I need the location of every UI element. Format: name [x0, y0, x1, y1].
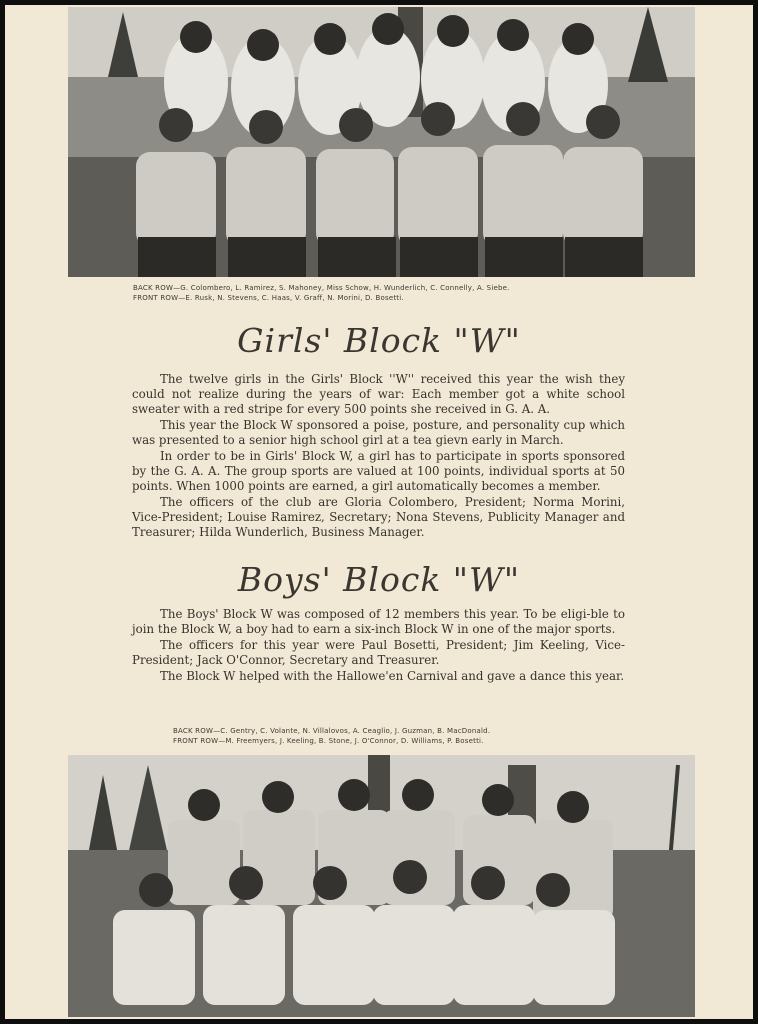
girls-photo-caption: [133, 283, 633, 303]
girls-paragraph: The officers of the club are Gloria Colombero, President; Norma Morini, Vice-President; Louise Ramirez, Secretary; Nona Stevens, Publicity Manager and Treasurer; Hilda Wunderlich, Business Manager.: [132, 495, 625, 539]
girls-paragraph: In order to be in Girls' Block W, a girl has to participate in sports sponsored by the G. A. A. The group sports are valued at 100 points, individual sports at 50 points. When 1000 points are earned, a girl automatically becomes a member.: [132, 449, 625, 493]
boys-caption-back-row: BACK ROW—C. Gentry, C. Volante, N. Villalovos, A. Ceaglio, J. Guzman, B. MacDonald.: [173, 727, 491, 735]
boys-paragraph: The officers for this year were Paul Bosetti, President; Jim Keeling, Vice-President; Jack O'Connor, Secretary and Treasurer.: [132, 638, 625, 667]
boys-block-w-title: Boys' Block "W": [237, 560, 521, 599]
girls-caption-front-row: FRONT ROW—E. Rusk, N. Stevens, C. Haas, V. Graff, N. Morini, D. Bosetti.: [133, 294, 404, 302]
girls-paragraph: This year the Block W sponsored a poise, posture, and personality cup which was presented to a senior high school girl at a tea gievn early in March.: [132, 418, 625, 447]
boys-paragraph: The Boys' Block W was composed of 12 members this year. To be eligi-ble to join the Block W, a boy had to earn a six-inch Block W in one of the major sports.: [132, 607, 625, 636]
yearbook-page: [5, 5, 753, 1019]
girls-block-w-title: Girls' Block "W": [237, 321, 521, 360]
boys-group-photo: [68, 755, 695, 1017]
boys-paragraph: The Block W helped with the Hallowe'en Carnival and gave a dance this year.: [160, 669, 625, 683]
girls-group-photo: [68, 7, 695, 277]
boys-photo-caption: [173, 726, 673, 746]
boys-caption-front-row: FRONT ROW—M. Freemyers, J. Keeling, B. Stone, J. O'Connor, D. Williams, P. Bosetti.: [173, 737, 484, 745]
girls-caption-back-row: BACK ROW—G. Colombero, L. Ramirez, S. Mahoney, Miss Schow, H. Wunderlich, C. Connelly, A. Siebe.: [133, 284, 510, 292]
girls-block-w-text: [132, 372, 625, 541]
girls-paragraph: The twelve girls in the Girls' Block ''W'' received this year the wish they could not realize during the years of war: Each member got a white school sweater with a red stripe for every 500 points she received in G. A. A.: [132, 372, 625, 416]
boys-block-w-text: [132, 607, 625, 685]
